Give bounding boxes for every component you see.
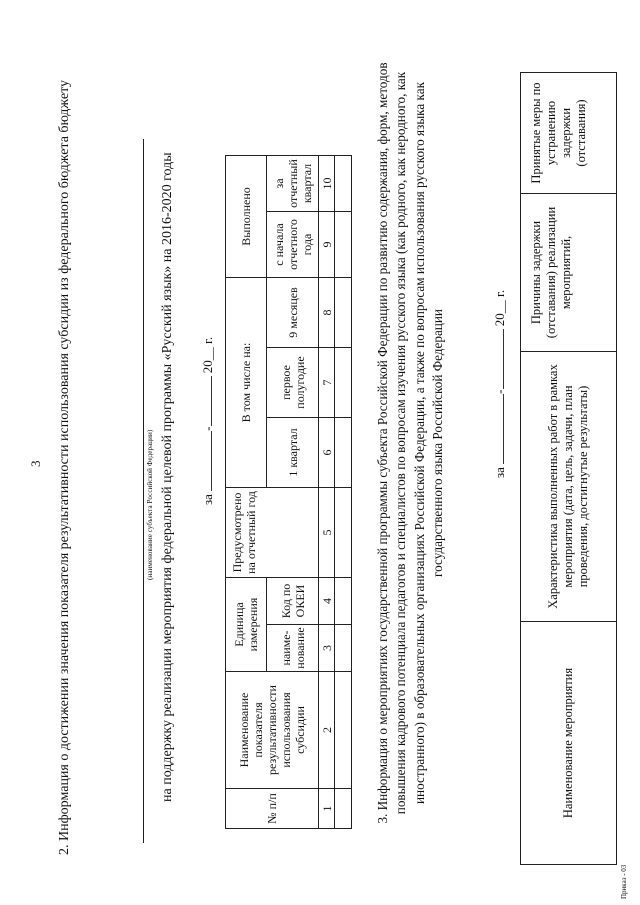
program-title: на поддержку реализации мероприятия федеральной целевой программы «Русский язык» на 2016-2020 годы — [160, 152, 175, 802]
region-name-caption: (наименование субъекта Российской Федерации) — [146, 429, 154, 580]
hdr-unit: Единица измерения — [226, 578, 267, 672]
colnum-8: 8 — [319, 278, 335, 348]
period-prefix: за — [200, 494, 215, 505]
hdr-including: В том числе на: — [226, 278, 267, 488]
period-blank-start — [199, 431, 212, 491]
colnum-9: 9 — [319, 212, 335, 278]
colnum-1: 1 — [319, 789, 335, 829]
section3-heading: 3. Информация о мероприятиях государственной программы субъекта Российской Федерации по развитию содержания, форм, методов повышения кадрового потенциала педагогов и специалистов по вопросам изучения русского языка (как родного, как неродного, как иностранного) в образовательных организациях Российской Федерации, а также по вопросам использования русского языка как государственного языка Российской Федерации — [375, 62, 446, 824]
empty-cell — [335, 156, 352, 212]
hdr-planned: Предусмотрено на отчетный год — [226, 488, 319, 578]
hdr-indicator-name: Наименование показателя результативности использования субсидии — [226, 672, 319, 789]
empty-cell — [335, 625, 352, 672]
hdr-q1: 1 квартал — [267, 418, 319, 488]
colnum-7: 7 — [319, 348, 335, 418]
empty-cell — [335, 789, 352, 829]
empty-data-row — [335, 156, 352, 829]
colnum-5: 5 — [319, 488, 335, 578]
empty-cell — [335, 418, 352, 488]
colnum-3: 3 — [319, 625, 335, 672]
hdr-m9: 9 месяцев — [267, 278, 319, 348]
hdr-measures: Принятые меры по устранению задержки (отставания) — [521, 73, 617, 194]
events-table — [520, 72, 617, 865]
period-dash: - — [200, 426, 215, 431]
empty-cell — [335, 672, 352, 789]
empty-cell — [335, 488, 352, 578]
report-period-2 — [491, 290, 508, 478]
hdr-quarter: за отчетный квартал — [267, 156, 319, 212]
empty-cell — [335, 278, 352, 348]
empty-cell — [335, 578, 352, 625]
hdr-ytd: с начала отчетного года — [267, 212, 319, 278]
indicator-table — [225, 155, 352, 829]
period-dash: - — [492, 389, 507, 394]
period-blank-end — [199, 377, 212, 427]
empty-cell — [335, 212, 352, 278]
section2-heading: 2. Информация о достижении значения показателя результативности использования субсидии из федерального бюджета бюджету — [57, 79, 72, 855]
region-name-line — [143, 139, 144, 843]
colnum-2: 2 — [319, 672, 335, 789]
column-number-row — [319, 156, 335, 829]
empty-cell — [335, 348, 352, 418]
hdr-num: № п/п — [226, 789, 319, 829]
page-number: 3 — [28, 460, 43, 467]
hdr-unit-name: наиме-нование — [267, 625, 319, 672]
hdr-h1: первое полугодие — [267, 348, 319, 418]
period-year: 20__ г. — [492, 289, 507, 327]
hdr-work-characteristics: Характеристика выполненных работ в рамках мероприятия (дата, цель, задачи, план проведения, достигнутые результаты) — [521, 352, 617, 622]
footer-note: Приказ - 03 — [620, 864, 628, 899]
period-year: 20__ г. — [200, 336, 215, 374]
hdr-done: Выполнено — [226, 156, 267, 278]
colnum-6: 6 — [319, 418, 335, 488]
hdr-unit-code: Код по ОКЕИ — [267, 578, 319, 625]
period-blank-end — [491, 330, 504, 390]
period-blank-start — [491, 394, 504, 464]
hdr-delay-reasons: Причины задержки (отставания) реализации мероприятий, — [521, 194, 617, 352]
report-period-1 — [199, 337, 216, 505]
hdr-event-name: Наименование мероприятия — [521, 622, 617, 865]
colnum-10: 10 — [319, 156, 335, 212]
period-prefix: за — [492, 467, 507, 478]
colnum-4: 4 — [319, 578, 335, 625]
